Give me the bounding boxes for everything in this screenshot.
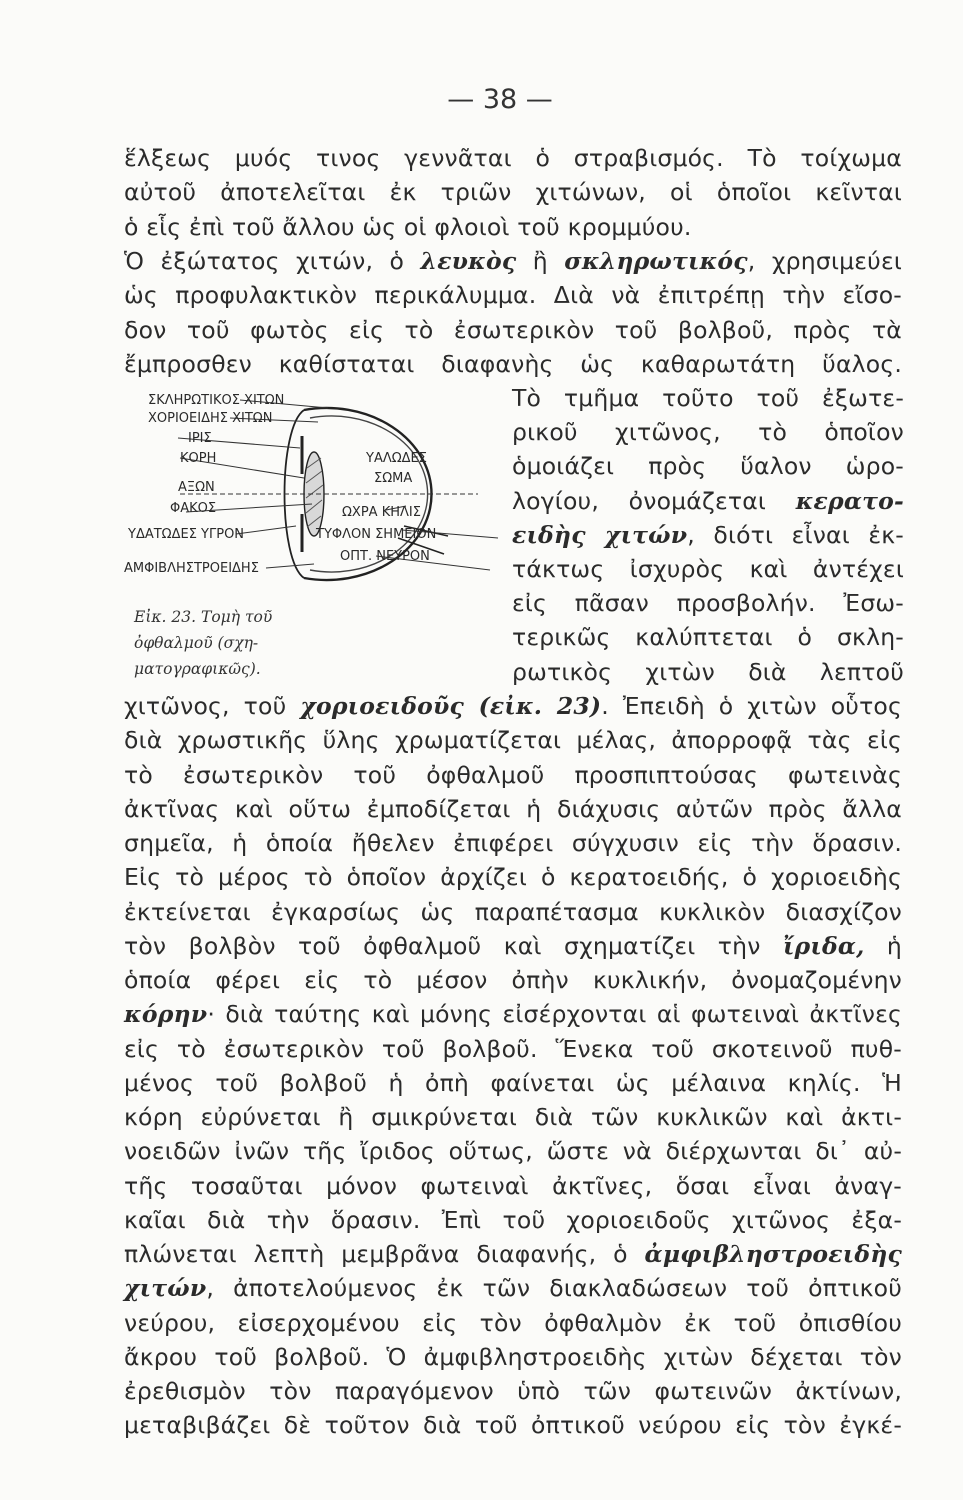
side-text-line <box>512 622 904 652</box>
bottom-text-line <box>124 794 902 824</box>
text-segment: νοειδῶν ἰνῶν τῆς ἴριδος οὕτως, ὥστε νὰ διέρχωνται δι᾿ αὐ- <box>124 1137 902 1166</box>
text-segment: Ὁ ἐξώτατος χιτών, ὁ <box>124 246 421 275</box>
side-text-line <box>512 451 904 481</box>
eye-section-figure <box>118 388 508 588</box>
top-text-line <box>124 315 902 345</box>
bottom-text-line <box>124 725 902 755</box>
text-segment: ὁποία φέρει εἰς τὸ μέσον ὀπὴν κυκλικήν, ὀνομαζομένην <box>124 966 902 994</box>
text-segment: διὰ χρωστικῆς ὕλης χρωματίζεται μέλας, ἀπορροφᾷ τὰς εἰς <box>124 726 902 755</box>
text-segment: αὐτοῦ ἀποτελεῖται ἐκ τριῶν χιτώνων, οἱ ὁποῖοι κεῖνται <box>124 178 902 207</box>
text-segment: ἐκτείνεται ἐγκαρσίως ὡς παραπέτασμα κυκλικὸν διασχίζον <box>124 897 902 926</box>
top-text-line <box>124 349 902 379</box>
bottom-text-line <box>124 691 902 721</box>
text-segment: ἀμφιβληστροειδὴς <box>644 1240 902 1268</box>
label-aqueous: ΥΔΑΤΩΔΕΣ ΥΓΡΟΝ <box>128 527 245 542</box>
text-segment: τερικῶς καλύπτεται ὁ σκλη- <box>512 623 904 652</box>
caption-line-2: ματογραφικῶς). <box>134 660 261 678</box>
text-segment: τάκτως ἰσχυρὸς καὶ ἀντέχει <box>512 555 904 583</box>
side-text-line <box>512 554 904 584</box>
text-segment: Εἰς τὸ μέρος τὸ ὁποῖον ἀρχίζει ὁ κερατοειδής, ὁ χοριοειδὴς <box>124 863 902 892</box>
bottom-text-line <box>124 760 902 790</box>
text-segment: εἰς πᾶσαν προσβολήν. Ἐσω- <box>512 589 904 618</box>
text-segment: πλώνεται λεπτὴ μεμβρᾶνα διαφανής, ὁ <box>124 1240 645 1268</box>
bottom-text-line <box>124 1068 902 1098</box>
text-segment: ἢ <box>516 246 565 275</box>
bottom-text-line <box>124 1102 902 1132</box>
bottom-text-line <box>124 897 902 927</box>
top-text-line <box>124 246 902 276</box>
text-segment: δον τοῦ φωτὸς εἰς τὸ ἐσωτερικὸν τοῦ βολβοῦ, πρὸς τὰ <box>124 315 902 344</box>
text-segment: ειδὴς χιτών <box>512 520 688 549</box>
side-text-line <box>512 486 904 516</box>
bottom-text-line <box>124 1239 902 1269</box>
label-yellow-spot: ΩΧΡΑ ΚΗΛΙΣ <box>342 505 421 520</box>
top-text-line <box>124 212 902 242</box>
label-optic-nerve: ΟΠΤ. ΝΕΥΡΟΝ <box>340 549 430 564</box>
text-segment: εἰς τὸ ἐσωτερικὸν τοῦ βολβοῦ. Ἕνεκα τοῦ σκοτεινοῦ πυθ- <box>124 1034 902 1063</box>
text-segment: καῖαι διὰ τὴν ὅρασιν. Ἐπὶ τοῦ χοριοειδοῦς χιτῶνος ἐξα- <box>124 1205 902 1234</box>
bottom-text-line <box>124 1273 902 1303</box>
text-segment: ὁμοιάζει πρὸς ὕαλον ὡρο- <box>512 452 904 481</box>
side-text-line <box>512 417 904 447</box>
text-segment: λευκὸς <box>420 246 517 275</box>
bottom-text-line <box>124 965 902 995</box>
text-segment: ἡ <box>864 931 902 960</box>
text-segment: ὁ εἷς ἐπὶ τοῦ ἄλλου ὡς οἱ φλοιοὶ τοῦ κρομμύου. <box>124 212 692 241</box>
top-text-line <box>124 177 902 207</box>
side-text-line <box>512 657 904 687</box>
top-text-line <box>124 280 902 310</box>
text-segment: ἀκτῖνας καὶ οὕτω ἐμποδίζεται ἡ διάχυσις αὐτῶν πρὸς ἄλλα <box>124 794 902 823</box>
text-segment: ἔμπροσθεν καθίσταται διαφανὴς ὡς καθαρωτάτη ὕαλος. <box>124 349 902 378</box>
text-segment: ὡς προφυλακτικὸν περικάλυμμα. Διὰ νὰ ἐπιτρέπῃ τὴν εἴσο- <box>124 281 902 310</box>
label-blind-spot: ΤΥΦΛΟΝ ΣΗΜΕΙΟΝ <box>316 527 437 542</box>
text-segment: χιτῶνος, τοῦ <box>124 692 301 720</box>
label-sclera: ΣΚΛΗΡΩΤΙΚΟΣ ΧΙΤΩΝ <box>148 393 285 408</box>
text-segment: ἄκρου τοῦ βολβοῦ. Ὁ ἀμφιβληστροειδὴς χιτὼν δέχεται τὸν <box>124 1342 902 1371</box>
caption-line-1: Εἰκ. 23. Τομὴ τοῦ ὀφθαλμοῦ (σχη- <box>134 608 273 652</box>
text-segment: Τὸ τμῆμα τοῦτο τοῦ ἐξωτε- <box>512 384 904 412</box>
text-segment: , χρησιμεύει <box>747 246 903 275</box>
text-segment: λογίου, ὀνομάζεται <box>512 486 796 515</box>
text-segment: τὸν βολβὸν τοῦ ὀφθαλμοῦ καὶ σχηματίζει τὴν <box>124 931 783 960</box>
text-segment: κόρη εὐρύνεται ἢ σμικρύνεται διὰ τῶν κυκλικῶν καὶ ἀκτι- <box>124 1103 902 1131</box>
bottom-text-line <box>124 828 902 858</box>
text-segment: χοριοειδοῦς (εἰκ. 23) <box>300 692 602 720</box>
text-segment: ρικοῦ χιτῶνος, τὸ ὁποῖον <box>512 418 904 447</box>
top-text-line <box>124 143 902 173</box>
label-vitreous-1: ΥΑΛΩΔΕΣ <box>366 451 427 466</box>
text-segment: , ἀποτελούμενος ἐκ τῶν διακλαδώσεων τοῦ ὀπτικοῦ <box>206 1274 902 1303</box>
figure-caption <box>134 604 334 682</box>
text-segment: χιτών <box>124 1274 207 1303</box>
text-segment: σημεῖα, ἡ ὁποία ἤθελεν ἐπιφέρει σύγχυσιν εἰς τὴν ὅρασιν. <box>124 829 902 857</box>
text-segment: κερατο- <box>795 486 904 515</box>
label-vitreous-2: ΣΩΜΑ <box>374 471 413 486</box>
text-segment: . Ἐπειδὴ ὁ χιτὼν οὗτος <box>601 692 902 720</box>
label-pupil: ΚΟΡΗ <box>180 451 217 466</box>
side-text-line <box>512 588 904 618</box>
text-segment: τῆς τοσαῦται μόνον φωτειναὶ ἀκτῖνες, ὅσαι εἶναι ἀναγ- <box>124 1171 902 1200</box>
label-lens: ΦΑΚΟΣ <box>170 501 217 516</box>
bottom-text-line <box>124 1205 902 1235</box>
bottom-text-line <box>124 1342 902 1372</box>
text-segment: , διότι εἶναι ἐκ- <box>687 520 904 549</box>
bottom-text-line <box>124 1171 902 1201</box>
text-segment: κόρην <box>124 1000 208 1029</box>
text-segment: · διὰ ταύτης καὶ μόνης εἰσέρχονται αἱ φωτειναὶ ἀκτῖνες <box>207 1000 902 1029</box>
leader-retina <box>266 564 314 568</box>
text-segment: νεύρου, εἰσερχομένου εἰς τὸν ὀφθαλμὸν ἐκ τοῦ ὀπισθίου <box>124 1308 902 1337</box>
bottom-text-line <box>124 1410 902 1440</box>
text-segment: σκληρωτικός <box>564 246 748 275</box>
bottom-text-line <box>124 862 902 892</box>
label-retina: ΑΜΦΙΒΛΗΣΤΡΟΕΙΔΗΣ <box>124 561 259 576</box>
text-segment: τὸ ἐσωτερικὸν τοῦ ὀφθαλμοῦ προσπιπτούσας φωτεινὰς <box>124 760 902 789</box>
text-segment: ἴριδα, <box>782 931 865 960</box>
page-number: — 38 — <box>447 84 553 115</box>
label-axis: ΑΞΩΝ <box>178 480 215 495</box>
bottom-text-line <box>124 1376 902 1406</box>
text-segment: ἕλξεως μυός τινος γεννᾶται ὁ στραβισμός. Τὸ τοίχωμα <box>124 144 902 172</box>
bottom-text-line <box>124 1308 902 1338</box>
text-segment: ρωτικὸς χιτὼν διὰ λεπτοῦ <box>512 657 904 686</box>
side-text-line <box>512 383 904 413</box>
text-segment: μεταβιβάζει δὲ τοῦτον διὰ τοῦ ὀπτικοῦ νεύρου εἰς τὸν ἐγκέ- <box>124 1411 902 1440</box>
bottom-text-line <box>124 1034 902 1064</box>
label-choroid: ΧΟΡΙΟΕΙΔΗΣ ΧΙΤΩΝ <box>148 411 273 426</box>
text-segment: ἐρεθισμὸν τὸν παραγόμενον ὑπὸ τῶν φωτεινῶν ἀκτίνων, <box>124 1377 902 1405</box>
bottom-text-line <box>124 1136 902 1166</box>
bottom-text-line <box>124 999 902 1029</box>
side-text-line <box>512 520 904 550</box>
text-segment: μένος τοῦ βολβοῦ ἡ ὀπὴ φαίνεται ὡς μέλαινα κηλίς. Ἡ <box>124 1068 902 1097</box>
bottom-text-line <box>124 931 902 961</box>
label-iris: ΙΡΙΣ <box>188 431 212 446</box>
